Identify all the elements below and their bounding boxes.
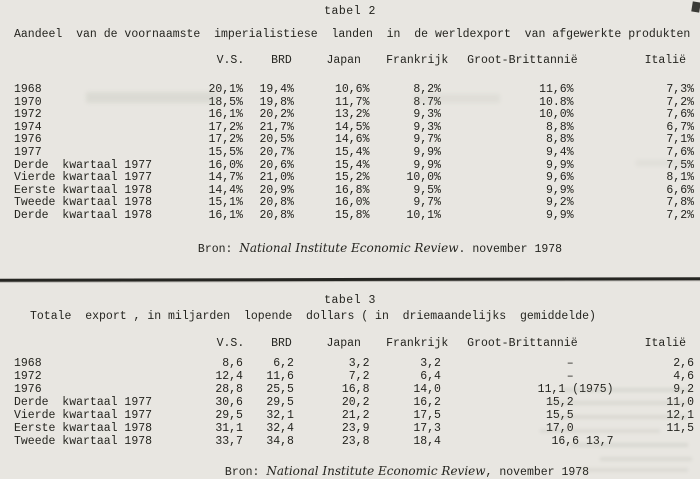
- value-cell: 9,9%: [413, 158, 441, 172]
- column-header: Italië: [644, 336, 686, 350]
- value-cell: 29,5: [215, 408, 243, 422]
- value-cell: 29,5: [266, 395, 294, 409]
- table2-source: [30, 242, 700, 256]
- value-cell: 21,7%: [259, 120, 294, 134]
- value-cell: 10,6%: [334, 83, 370, 96]
- value-cell: 6,7%: [666, 120, 694, 134]
- bleed-through-text: [600, 457, 692, 461]
- row-label-header: [14, 55, 204, 84]
- table-row: [14, 357, 700, 370]
- value-cell: 9,2: [673, 382, 694, 396]
- row-label: 1974: [14, 120, 42, 134]
- value-cell: 3,2: [420, 356, 441, 370]
- value-cell: 20,8%: [259, 196, 294, 210]
- value-cell: 8.7%: [413, 95, 441, 109]
- value-cell: 8,8%: [545, 133, 574, 147]
- column-header: Groot-Brittannië: [467, 54, 578, 67]
- value-cell: 8,6: [222, 356, 243, 370]
- overflowing-value: 11,1 (1975): [537, 382, 614, 396]
- source-date: . november 1978: [458, 242, 563, 256]
- value-cell: 10.8%: [539, 95, 574, 109]
- source-publication: National Institute Economic Review: [266, 463, 486, 478]
- value-cell: 30,6: [215, 395, 243, 409]
- value-cell: 7,6%: [666, 108, 694, 122]
- table-row: [14, 383, 700, 396]
- value-cell: 16,2: [413, 395, 441, 409]
- overflowing-value: 16,6 13,7: [551, 434, 614, 448]
- table-row: [14, 422, 700, 435]
- value-cell: 17,3: [413, 421, 441, 435]
- value-cell: 6,6%: [666, 183, 694, 197]
- value-cell: 10,0%: [539, 108, 574, 122]
- value-cell: 20,2%: [259, 108, 294, 122]
- row-label: 1970: [14, 95, 42, 109]
- value-cell: 32,4: [266, 421, 294, 435]
- value-cell: 9,5%: [413, 183, 441, 197]
- value-cell: 15,4%: [334, 145, 370, 159]
- value-cell: 9,9%: [545, 183, 574, 197]
- value-cell: 7,2%: [666, 208, 694, 222]
- value-cell: 19,8%: [259, 95, 294, 109]
- value-cell: 2,6: [673, 356, 694, 370]
- row-label: Eerste kwartaal 1978: [14, 421, 153, 435]
- value-cell: 16,1%: [208, 108, 243, 122]
- row-label: Vierde kwartaal 1977: [14, 408, 153, 422]
- table-row: [14, 109, 700, 122]
- value-cell: 23,8: [341, 434, 370, 448]
- row-label: Tweede kwartaal 1978: [14, 434, 153, 448]
- value-cell: 14,0: [413, 382, 441, 396]
- value-cell: 7,2: [348, 369, 370, 383]
- row-label: 1968: [14, 83, 42, 96]
- table3-caption: tabel 3: [324, 293, 376, 307]
- row-label-header: [14, 338, 204, 357]
- column-header: V.S.: [216, 336, 245, 350]
- value-cell: 15,4%: [334, 158, 370, 172]
- value-cell: 15,5%: [208, 145, 243, 159]
- table-row: [14, 147, 700, 160]
- value-cell: 9,3%: [413, 120, 441, 134]
- value-cell: 12,1: [666, 408, 694, 422]
- value-cell: 12,4: [215, 369, 243, 383]
- value-cell: 15,2: [545, 395, 574, 409]
- row-label: 1976: [14, 133, 42, 147]
- value-cell: 23,9: [341, 421, 370, 435]
- row-label: Derde kwartaal 1977: [14, 158, 153, 172]
- source-date: , november 1978: [485, 465, 590, 479]
- value-cell: 8,8%: [545, 120, 574, 134]
- value-cell: 31,1: [215, 421, 243, 435]
- column-header: Japan: [326, 336, 361, 350]
- table2-caption: tabel 2: [324, 5, 376, 18]
- value-cell: 20,5%: [259, 133, 294, 147]
- value-cell: 19,4%: [259, 83, 294, 96]
- table-row: [14, 370, 700, 383]
- row-label: 1968: [14, 356, 42, 370]
- value-cell: 7,8%: [666, 196, 694, 210]
- value-cell: 17,0: [545, 421, 574, 435]
- value-cell: 18,5%: [208, 95, 243, 109]
- value-cell: 17,2%: [208, 120, 243, 134]
- value-cell: 20,7%: [259, 145, 294, 159]
- value-cell: 9,3%: [413, 108, 441, 122]
- value-cell: 9,9%: [413, 145, 441, 159]
- value-cell: [453, 434, 614, 448]
- value-cell: 15,8%: [334, 208, 370, 222]
- value-cell: 14,7%: [208, 171, 243, 185]
- value-cell: 20,6%: [259, 158, 294, 172]
- row-label: Derde kwartaal 1977: [14, 395, 153, 409]
- column-header: BRD: [271, 336, 292, 350]
- value-cell: 9,4%: [545, 145, 574, 159]
- value-cell: 6,4: [420, 369, 441, 383]
- table-row: [14, 172, 700, 185]
- table-row: [14, 396, 700, 409]
- row-label: Eerste kwartaal 1978: [14, 183, 153, 197]
- row-label: 1972: [14, 369, 42, 383]
- table-3: [14, 338, 700, 448]
- value-cell: 21,0%: [259, 171, 294, 185]
- value-cell: –: [566, 369, 574, 383]
- table3-source: [57, 465, 700, 479]
- value-cell: 4,6: [673, 369, 694, 383]
- column-header: BRD: [271, 54, 292, 67]
- row-label: 1976: [14, 382, 42, 396]
- value-cell: 25,5: [266, 382, 294, 396]
- table-row: [14, 409, 700, 422]
- value-cell: 8,2%: [413, 83, 441, 96]
- source-prefix: Bron:: [224, 465, 267, 479]
- source-publication: National Institute Economic Review: [239, 240, 459, 255]
- value-cell: 32,1: [266, 408, 294, 422]
- value-cell: 7,2%: [666, 95, 694, 109]
- column-header: Frankrijk: [386, 336, 449, 350]
- table2-title: Aandeel van de voornaamste imperialistiese landen in de werldexport van afgewerkte produkten: [14, 28, 691, 41]
- column-header: Italië: [644, 54, 686, 67]
- row-label: 1972: [14, 108, 42, 122]
- row-label: Tweede kwartaal 1978: [14, 196, 153, 210]
- value-cell: 16,1%: [208, 208, 243, 222]
- value-cell: 9,7%: [413, 196, 441, 210]
- value-cell: 7,3%: [666, 83, 694, 96]
- column-header: Groot-Brittannië: [467, 336, 578, 350]
- value-cell: 28,8: [215, 382, 243, 396]
- value-cell: 7,6%: [666, 145, 694, 159]
- table-row: [14, 210, 700, 223]
- value-cell: 9,6%: [545, 171, 574, 185]
- value-cell: 9,2%: [545, 196, 574, 210]
- value-cell: 8,1%: [666, 171, 694, 185]
- value-cell: 10,1%: [406, 208, 441, 222]
- value-cell: 16,8: [341, 382, 370, 396]
- value-cell: 11,5: [666, 421, 694, 435]
- table-2: [14, 55, 700, 223]
- value-cell: 9,7%: [413, 133, 441, 147]
- value-cell: 34,8: [266, 434, 294, 448]
- value-cell: 18,4: [413, 434, 441, 448]
- value-cell: 20,8%: [259, 208, 294, 222]
- value-cell: 16,0%: [208, 158, 243, 172]
- value-cell: [453, 382, 614, 396]
- value-cell: 14,6%: [334, 133, 370, 147]
- column-header: V.S.: [216, 54, 245, 67]
- value-cell: 6,2: [273, 356, 294, 370]
- value-cell: 11,0: [666, 395, 694, 409]
- row-label: Vierde kwartaal 1977: [14, 171, 153, 185]
- row-label: Derde kwartaal 1978: [14, 208, 153, 222]
- value-cell: 33,7: [215, 434, 243, 448]
- value-cell: 11,6: [266, 369, 294, 383]
- value-cell: 14,5%: [334, 120, 370, 134]
- column-header: Frankrijk: [386, 54, 449, 67]
- value-cell: 7,1%: [666, 133, 694, 147]
- value-cell: 20,1%: [208, 83, 243, 96]
- value-cell: 17,5: [413, 408, 441, 422]
- value-cell: 11,7%: [334, 95, 370, 109]
- value-cell: 13,2%: [334, 108, 370, 122]
- value-cell: 14,4%: [208, 183, 243, 197]
- value-cell: 15,2%: [334, 171, 370, 185]
- value-cell: 10,0%: [406, 171, 441, 185]
- value-cell: 16,8%: [334, 183, 370, 197]
- value-cell: 15,1%: [208, 196, 243, 210]
- table-row: [14, 84, 700, 97]
- value-cell: 3,2: [348, 356, 370, 370]
- value-cell: 7,5%: [666, 158, 694, 172]
- value-cell: 9,9%: [545, 208, 574, 222]
- value-cell: 20,2: [341, 395, 370, 409]
- source-prefix: Bron:: [197, 242, 240, 256]
- horizontal-rule: [0, 277, 700, 281]
- value-cell: 20,9%: [259, 183, 294, 197]
- value-cell: 11,6%: [539, 83, 574, 96]
- value-cell: –: [566, 356, 574, 370]
- value-cell: 9,9%: [545, 158, 574, 172]
- value-cell: 21,2: [341, 408, 370, 422]
- value-cell: 15,5: [545, 408, 574, 422]
- value-cell: 17,2%: [208, 133, 243, 147]
- value-cell: 16,0%: [334, 196, 370, 210]
- row-label: 1977: [14, 145, 42, 159]
- table-row: [14, 435, 700, 448]
- column-header: Japan: [326, 54, 361, 67]
- table3-title: Totale export , in miljarden lopende dollars ( in driemaandelijks gemiddelde): [30, 309, 596, 323]
